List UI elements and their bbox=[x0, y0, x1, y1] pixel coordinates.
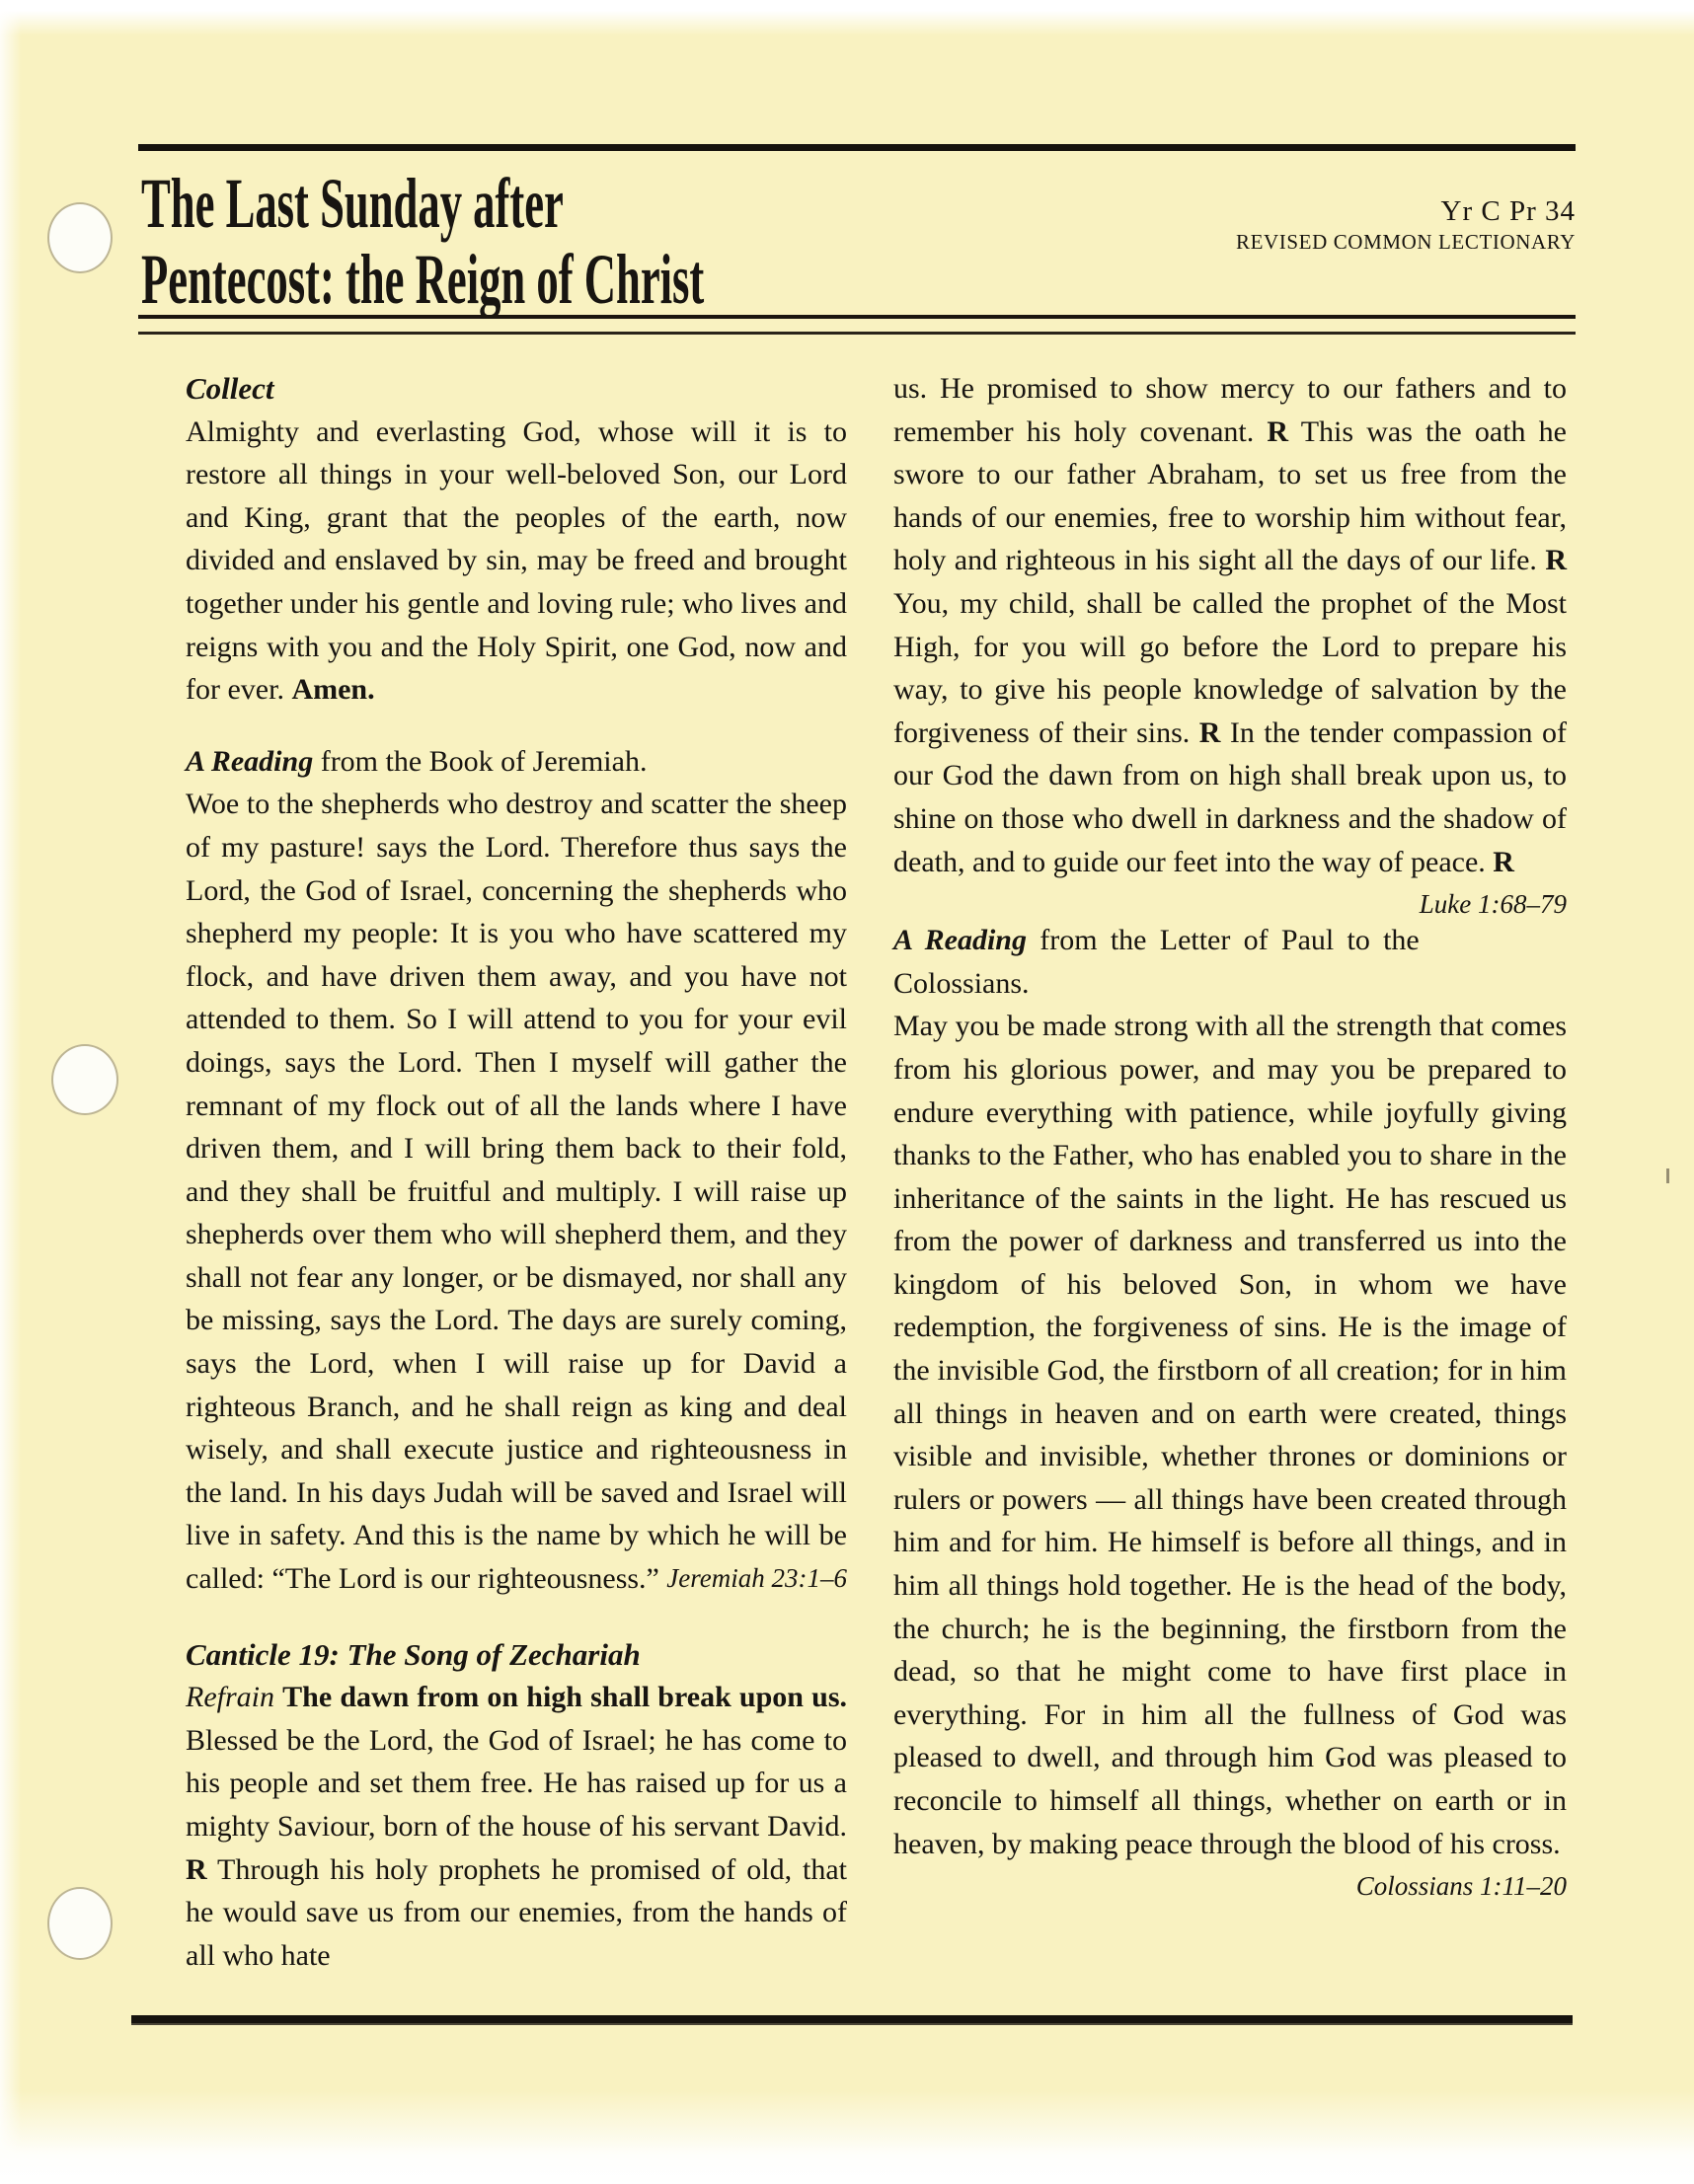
page-title bbox=[141, 166, 704, 318]
colossians-reading-text: May you be made strong with all the strength that comes from his glorious power, and may you be prepared to endure everything with patience, while joyfully giving thanks to the Father, who has enabled you to share in the inheritance of the saints in the light. He has rescued us from the power of darkness and transferred us into the kingdom of his beloved Son, in whom we have redemption, the forgiveness of sins. He is the image of the invisible God, the firstborn of all creation; for in him all things in heaven and on earth were created, things visible and invisible, whether thrones or dominions or rulers or powers — all things have been created through him and for him. He himself is before all things, and in him all things hold together. He is the head of the body, the church; he is the beginning, the firstborn from the dead, so that he might come to have first place in everything. For in him all the fullness of God was pleased to dwell, and through him God was pleased to reconcile to himself all things, whether on earth or in heaven, by making peace through the blood of his cross. Colossians 1:11–20 bbox=[893, 1010, 1567, 1902]
scan-artifact-mark bbox=[1666, 1168, 1669, 1183]
right-column bbox=[893, 367, 1567, 1909]
punch-hole-top bbox=[47, 202, 113, 273]
canticle-text: Refrain The dawn from on high shall break upon us. Blessed be the Lord, the God of Israel; he has come to his people and set them free. He has raised up for us a mighty Saviour, born of the house of his servant David. R Through his holy prophets he promised of old, that he would save us from our enemies, from the hands of all who hate bbox=[186, 1681, 847, 1972]
page-title-line2: Pentecost: the Reign of Christ bbox=[141, 240, 705, 319]
punch-hole-middle bbox=[51, 1044, 118, 1115]
header-rule bbox=[138, 144, 1576, 151]
scan-edge-top bbox=[0, 0, 1694, 36]
collect-heading: Collect bbox=[186, 371, 274, 406]
footer-rule bbox=[131, 2015, 1573, 2025]
collect-text: Almighty and everlasting God, whose will it is to restore all things in your well-beloved Son, our Lord and King, grant that the peoples of the earth, now divided and enslaved by sin, may be freed and brought together under his gentle and loving rule; who lives and reigns with you and the Holy Spirit, one God, now and for ever. Amen. bbox=[186, 414, 847, 707]
second-reading-heading: A Reading from the Letter of Paul to the Colossians. bbox=[893, 924, 1420, 1000]
canticle-heading: Canticle 19: The Song of Zechariah bbox=[186, 1636, 641, 1672]
punch-hole-bottom bbox=[47, 1887, 113, 1960]
scan-edge-left bbox=[0, 0, 22, 2184]
title-underline-rule bbox=[138, 315, 1576, 335]
jeremiah-reading-text: Woe to the shepherds who destroy and scatter the sheep of my pasture! says the Lord. Therefore thus says the Lord, the God of Israel, concerning the shepherds who shepherd my people: It is you who have scattered my flock, and have driven them away, and you have not attended to them. So I will attend to you for your evil doings, says the Lord. Then I myself will gather the remnant of my flock out of all the lands where I have driven them, and I will bring them back to their fold, and they shall be fruitful and multiply. I will raise up shepherds over them who will shepherd them, and they shall not fear any longer, or be dismayed, nor shall any be missing, says the Lord. The days are surely coming, says the Lord, when I will raise up for David a righteous Branch, and he shall reign as king and deal wisely, and shall execute justice and righteousness in the land. In his days Judah will be saved and Israel will live in safety. And this is the name by which he will be called: “The Lord is our righteousness.” Jeremiah 23:1–6 bbox=[186, 788, 847, 1596]
page-title-line1: The Last Sunday after bbox=[141, 164, 564, 243]
lectionary-reference bbox=[1236, 193, 1576, 256]
first-reading-heading: A Reading from the Book of Jeremiah. bbox=[186, 744, 648, 778]
canticle-continuation-text: us. He promised to show mercy to our fathers and to remember his holy covenant. R This was the oath he swore to our father Abraham, to set us free from the hands of our enemies, free to worship him without fear, holy and righteous in his sight all the days of our life. R You, my child, shall be called the prophet of the Most High, for you will go before the Lord to prepare his way, to give his people knowledge of salvation by the forgiveness of their sins. R In the tender compassion of our God the dawn from on high shall break upon us, to shine on those who dwell in darkness and the shadow of death, and to guide our feet into the way of peace. R Luke 1:68–79 bbox=[893, 372, 1567, 920]
lectionary-name: REVISED COMMON LECTIONARY bbox=[1235, 230, 1576, 255]
left-column bbox=[186, 367, 847, 1977]
scan-edge-bottom bbox=[0, 2090, 1694, 2184]
year-proper-code: Yr C Pr 34 bbox=[1440, 195, 1576, 227]
